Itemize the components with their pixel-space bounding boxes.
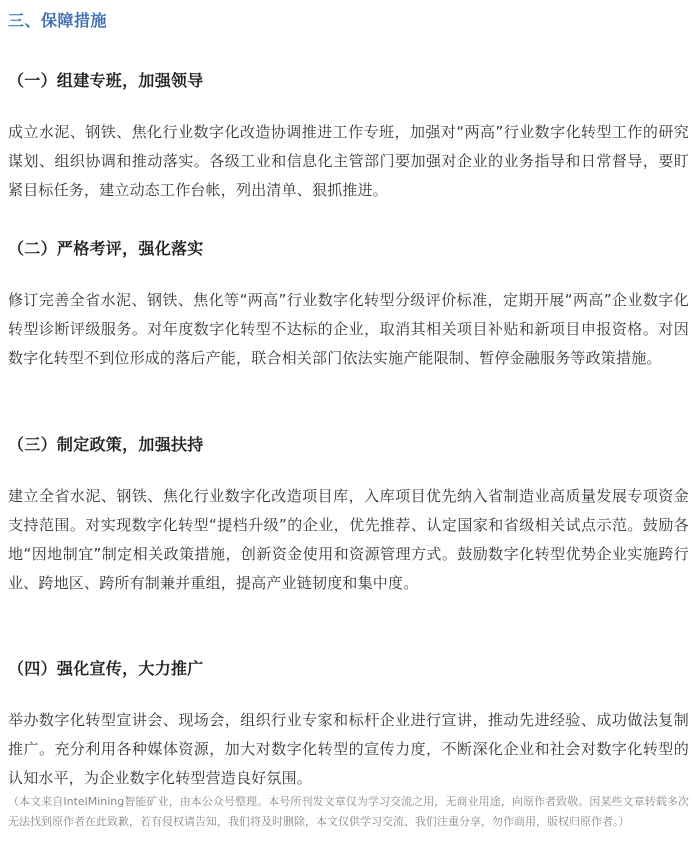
subheading-1: （一）组建专班，加强领导	[8, 71, 204, 90]
paragraph-4: 举办数字化转型宣讲会、现场会，组织行业专家和标杆企业进行宣讲，推动先进经验、成功做法复制推广。充分利用各种媒体资源，加大对数字化转型的宣传力度，不断深化企业和社会对数字化转型的认知水平，为企业数字化转型营造良好氛围。	[8, 711, 689, 787]
subheading-4: （四）强化宣传，大力推广	[8, 659, 204, 678]
paragraph-1: 成立水泥、钢铁、焦化行业数字化改造协调推进工作专班，加强对“两高”行业数字化转型工作的研究谋划、组织协调和推动落实。各级工业和信息化主管部门要加强对企业的业务指导和日常督导，要盯紧目标任务，建立动态工作台帐，列出清单、狠抓推进。	[8, 123, 689, 199]
subheading-3: （三）制定政策，加强扶持	[8, 435, 204, 454]
source-disclaimer: （本文来自IntelMining智能矿业，由本公众号整理。本号所刊发文章仅为学习交流之用，无商业用途，向原作者致敬。因某些文章转载多次无法找到原作者在此致歉，若有侵权请告知，我们将及时删除，本文仅供学习交流、我们注重分享，勿作商用，版权归原作者。）	[8, 795, 689, 828]
section-title: 三、保障措施	[8, 11, 108, 30]
paragraph-3: 建立全省水泥、钢铁、焦化行业数字化改造项目库，入库项目优先纳入省制造业高质量发展专项资金支持范围。对实现数字化转型“提档升级”的企业，优先推荐、认定国家和省级相关试点示范。鼓励各地“因地制宜”制定相关政策措施，创新资金使用和资源管理方式。鼓励数字化转型优势企业实施跨行业、跨地区、跨所有制兼并重组，提高产业链韧度和集中度。	[8, 487, 689, 592]
subheading-2: （二）严格考评，强化落实	[8, 239, 204, 258]
paragraph-2: 修订完善全省水泥、钢铁、焦化等“两高”行业数字化转型分级评价标准，定期开展“两高”企业数字化转型诊断评级服务。对年度数字化转型不达标的企业，取消其相关项目补贴和新项目申报资格。对因数字化转型不到位形成的落后产能，联合相关部门依法实施产能限制、暂停金融服务等政策措施。	[8, 291, 689, 367]
